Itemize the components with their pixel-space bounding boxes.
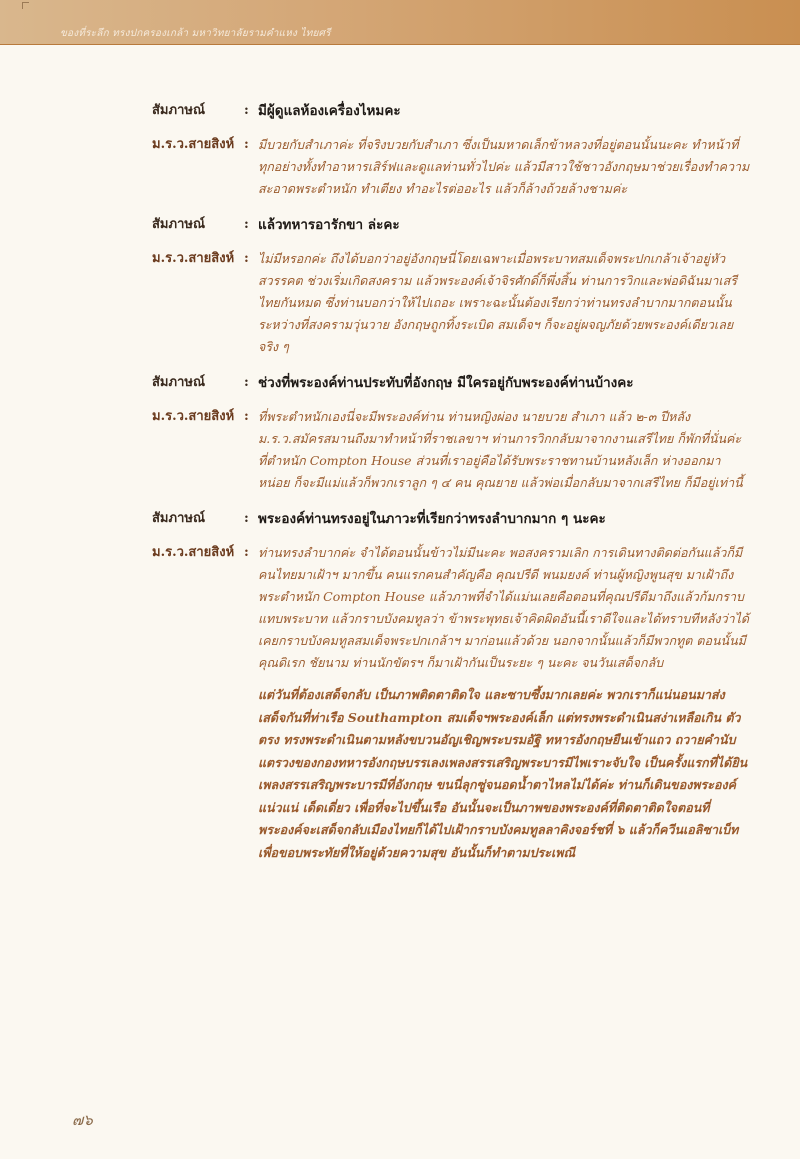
speaker-interviewer: สัมภาษณ์ [152,375,206,390]
answer-row [152,542,752,674]
answer-row [152,406,752,494]
question-row [152,100,752,122]
colon: : [244,251,249,266]
question-text: แล้วทหารอารักขา ล่ะคะ [258,217,400,233]
colon: : [244,217,249,232]
question-row [152,508,752,530]
answer-text: ที่พระตำหนักเองนี่จะมีพระองค์ท่าน ท่านหญิงผ่อง นายบวย สำเภา แล้ว ๒-๓ ปีหลัง ม.ร.ว.สมัครสมานถึงมาทำหน้าที่ราชเลขาฯ ท่านการวิกกลับมาจากงานเสรีไทย ก็พักที่นั่นค่ะ ที่ตำหนัก Compton House ส่วนที่เราอยู่คือได้รับพระราชทานบ้านหลังเล็ก ห่างออกมาหน่อย ก็จะมีแม่แล้วก็พวกเราลูก ๆ ๔ คน คุณยาย แล้วพ่อเมื่อกลับมาจากเสรีไทย ก็มีอยู่เท่านี้ [258,409,743,490]
colon: : [244,409,249,424]
speaker-interviewee: ม.ร.ว.สายสิงห์ [152,409,235,424]
closing-paragraph: แต่วันที่ต้องเสด็จกลับ เป็นภาพติดตาติดใจ และซาบซึ้งมากเลยค่ะ พวกเราก็แน่นอนมาส่งเสด็จกันที่ท่าเรือ Southampton สมเด็จฯพระองค์เล็ก แต่ทรงพระดำเนินสง่าเหลือเกิน ตัวตรง ทรงพระดำเนินตามหลังขบวนอัญเชิญพระบรมอัฐิ ทหารอังกฤษยืนเข้าแถว ถวายคำนับ แตรวงของกองทหารอังกฤษบรรเลงเพลงสรรเสริญพระบารมีไพเราะจับใจ เป็นครั้งแรกที่ได้ยินเพลงสรรเสริญพระบารมีที่อังกฤษ ขนนี่ลุกซู่จนอดน้ำตาไหลไม่ได้ค่ะ ท่านก็เดินของพระองค์แน่วแน่ เด็ดเดี่ยว เพื่อที่จะไปขึ้นเรือ อันนั้นจะเป็นภาพของพระองค์ที่ติดตาติดใจตอนที่พระองค์จะเสด็จกลับเมืองไทยก็ได้ไปเฝ้ากราบบังคมทูลลาคิงจอร์ชที่ ๖ แล้วก็ควีนเอลิซาเบ็ท เพื่อขอบพระทัยที่ให้อยู่ด้วยความสุข อันนั้นก็ทำตามประเพณี [258,687,748,860]
answer-text: ไม่มีหรอกค่ะ ถึงได้บอกว่าอยู่อังกฤษนี่โดยเฉพาะเมื่อพระบาทสมเด็จพระปกเกล้าเจ้าอยู่หัวสวรรคต ช่วงเริ่มเกิดสงคราม แล้วพระองค์เจ้าจิรศักดิ์ก็พึ่งสิ้น ท่านการวิกและพ่อดิฉันมาเสรีไทยกันหมด ซึ่งท่านบอกว่าให้ไปเถอะ เพราะฉะนั้นต้องเรียกว่าท่านทรงลำบากมากตอนนั้น ระหว่างที่สงครามวุ่นวาย อังกฤษถูกทิ้งระเบิด สมเด็จฯ ก็จะอยู่ผจญภัยด้วยพระองค์เดียวเลยจริง ๆ [258,251,737,354]
colon: : [244,545,249,560]
corner-crop-mark [22,2,29,9]
colon: : [244,137,249,152]
header-band [0,0,800,45]
colon: : [244,375,249,390]
answer-row [152,134,752,200]
question-text: มีผู้ดูแลห้องเครื่องไหมคะ [258,103,401,119]
colon: : [244,511,249,526]
question-row [152,372,752,394]
colon: : [244,103,249,118]
question-text: พระองค์ท่านทรงอยู่ในภาวะที่เรียกว่าทรงลำบากมาก ๆ นะคะ [258,511,606,527]
page-number: ๗๖ [72,1111,93,1129]
speaker-interviewee: ม.ร.ว.สายสิงห์ [152,251,235,266]
speaker-interviewer: สัมภาษณ์ [152,217,206,232]
speaker-interviewee: ม.ร.ว.สายสิงห์ [152,137,235,152]
question-row [152,214,752,236]
running-title: ของที่ระลึก ทรงปกครองเกล้า มหาวิทยาลัยรามคำแหง ไทยศรี [60,28,331,39]
speaker-interviewee: ม.ร.ว.สายสิงห์ [152,545,235,560]
interview-body [152,100,752,864]
answer-text: มีบวยกับสำเภาค่ะ ที่จริงบวยกับสำเภา ซึ่งเป็นมหาดเล็กข้าหลวงที่อยู่ตอนนั้นนะคะ ทำหน้าที่ทุกอย่างทั้งทำอาหารเสิร์ฟและดูแลท่านทั่วไปค่ะ แล้วมีสาวใช้ชาวอังกฤษมาช่วยเรื่องทำความสะอาดพระตำหนัก ทำเตียง ทำอะไรต่ออะไร แล้วก็ล้างถ้วยล้างชามค่ะ [258,137,750,196]
speaker-interviewer: สัมภาษณ์ [152,103,206,118]
question-text: ช่วงที่พระองค์ท่านประทับที่อังกฤษ มีใครอยู่กับพระองค์ท่านบ้างคะ [258,375,634,391]
speaker-interviewer: สัมภาษณ์ [152,511,206,526]
answer-row [152,248,752,358]
answer-text: ท่านทรงลำบากค่ะ จำได้ตอนนั้นข้าวไม่มีนะคะ พอสงครามเลิก การเดินทางติดต่อกันแล้วก็มีคนไทยมาเฝ้าฯ มากขึ้น คนแรกคนสำคัญคือ คุณปรีดี พนมยงค์ ท่านผู้หญิงพูนสุข มาเฝ้าถึงพระตำหนัก Compton House แล้วภาพที่จำได้แม่นเลยคือตอนที่คุณปรีดีมาถึงแล้วก้มกราบแทบพระบาท แล้วกราบบังคมทูลว่า ข้าพระพุทธเจ้าคิดผิดอันนี้เราดีใจและได้ทราบทีหลังว่าได้เคยกราบบังคมทูลสมเด็จพระปกเกล้าฯ มาก่อนแล้วด้วย นอกจากนั้นแล้วก็มีพวกทูต ตอนนั้นมีคุณดิเรก ชัยนาม ท่านนักขัตรฯ ก็มาเฝ้ากันเป็นระยะ ๆ นะคะ จนวันเสด็จกลับ [258,545,750,670]
